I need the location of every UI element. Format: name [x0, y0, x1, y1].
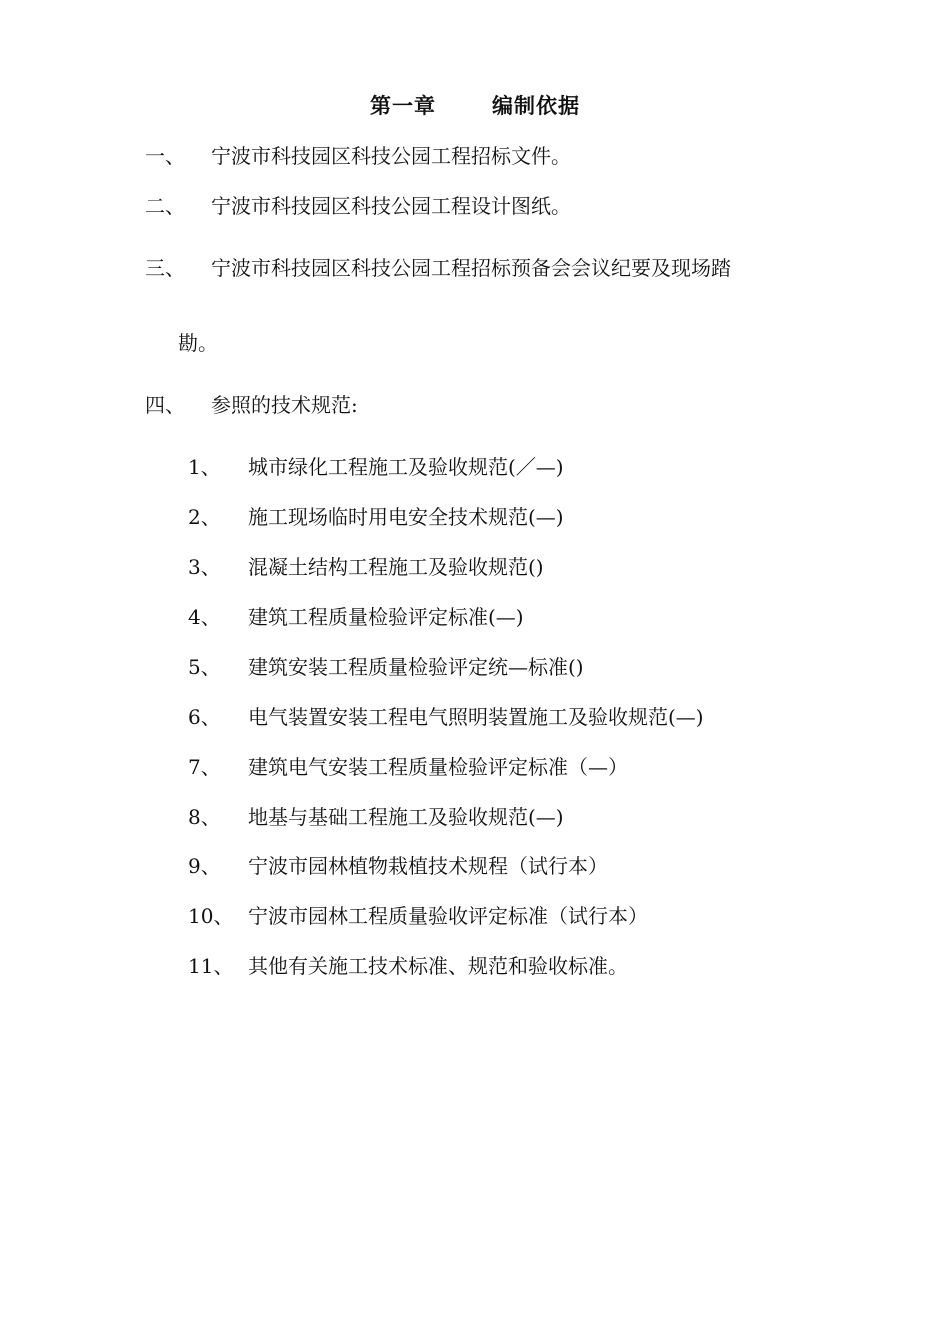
standard-number: 4、	[188, 605, 221, 629]
standard-number: 10、	[188, 904, 234, 928]
basis-item-number: 一、	[145, 144, 185, 168]
chapter-number: 第一章	[370, 93, 436, 118]
standard-text: 建筑安装工程质量检验评定统—标准()	[248, 655, 584, 679]
basis-item-text: 宁波市科技园区科技公园工程设计图纸。	[211, 194, 571, 218]
chapter-heading: 编制依据	[492, 93, 580, 118]
standard-text: 地基与基础工程施工及验收规范(—)	[248, 805, 564, 829]
standard-text: 其他有关施工技术标准、规范和验收标准。	[248, 954, 628, 978]
standard-number: 5、	[188, 655, 221, 679]
standard-number: 8、	[188, 805, 221, 829]
standard-text: 城市绿化工程施工及验收规范(／—)	[248, 455, 564, 479]
standard-text: 电气装置安装工程电气照明装置施工及验收规范(—)	[248, 705, 704, 729]
basis-item-text: 宁波市科技园区科技公园工程招标预备会会议纪要及现场踏	[211, 256, 731, 280]
standard-number: 11、	[188, 954, 234, 978]
basis-item-number: 二、	[145, 194, 185, 218]
standard-text: 建筑电气安装工程质量检验评定标准（—）	[248, 755, 628, 779]
basis-item-continuation: 勘。	[178, 331, 218, 355]
standard-text: 宁波市园林植物栽植技术规程（试行本）	[248, 854, 608, 878]
standard-text: 混凝土结构工程施工及验收规范()	[248, 555, 544, 579]
standard-text: 宁波市园林工程质量验收评定标准（试行本）	[248, 904, 648, 928]
chapter-title	[0, 90, 950, 120]
standard-number: 6、	[188, 705, 221, 729]
standard-number: 3、	[188, 555, 221, 579]
standard-text: 建筑工程质量检验评定标准(—)	[248, 605, 524, 629]
basis-item-text: 宁波市科技园区科技公园工程招标文件。	[211, 144, 571, 168]
standard-number: 7、	[188, 755, 221, 779]
standard-number: 1、	[188, 455, 221, 479]
standard-number: 9、	[188, 854, 221, 878]
basis-item-number: 四、	[145, 393, 185, 417]
basis-item-number: 三、	[145, 256, 185, 280]
standard-text: 施工现场临时用电安全技术规范(—)	[248, 505, 564, 529]
standard-number: 2、	[188, 505, 221, 529]
basis-item-text: 参照的技术规范:	[211, 393, 358, 417]
